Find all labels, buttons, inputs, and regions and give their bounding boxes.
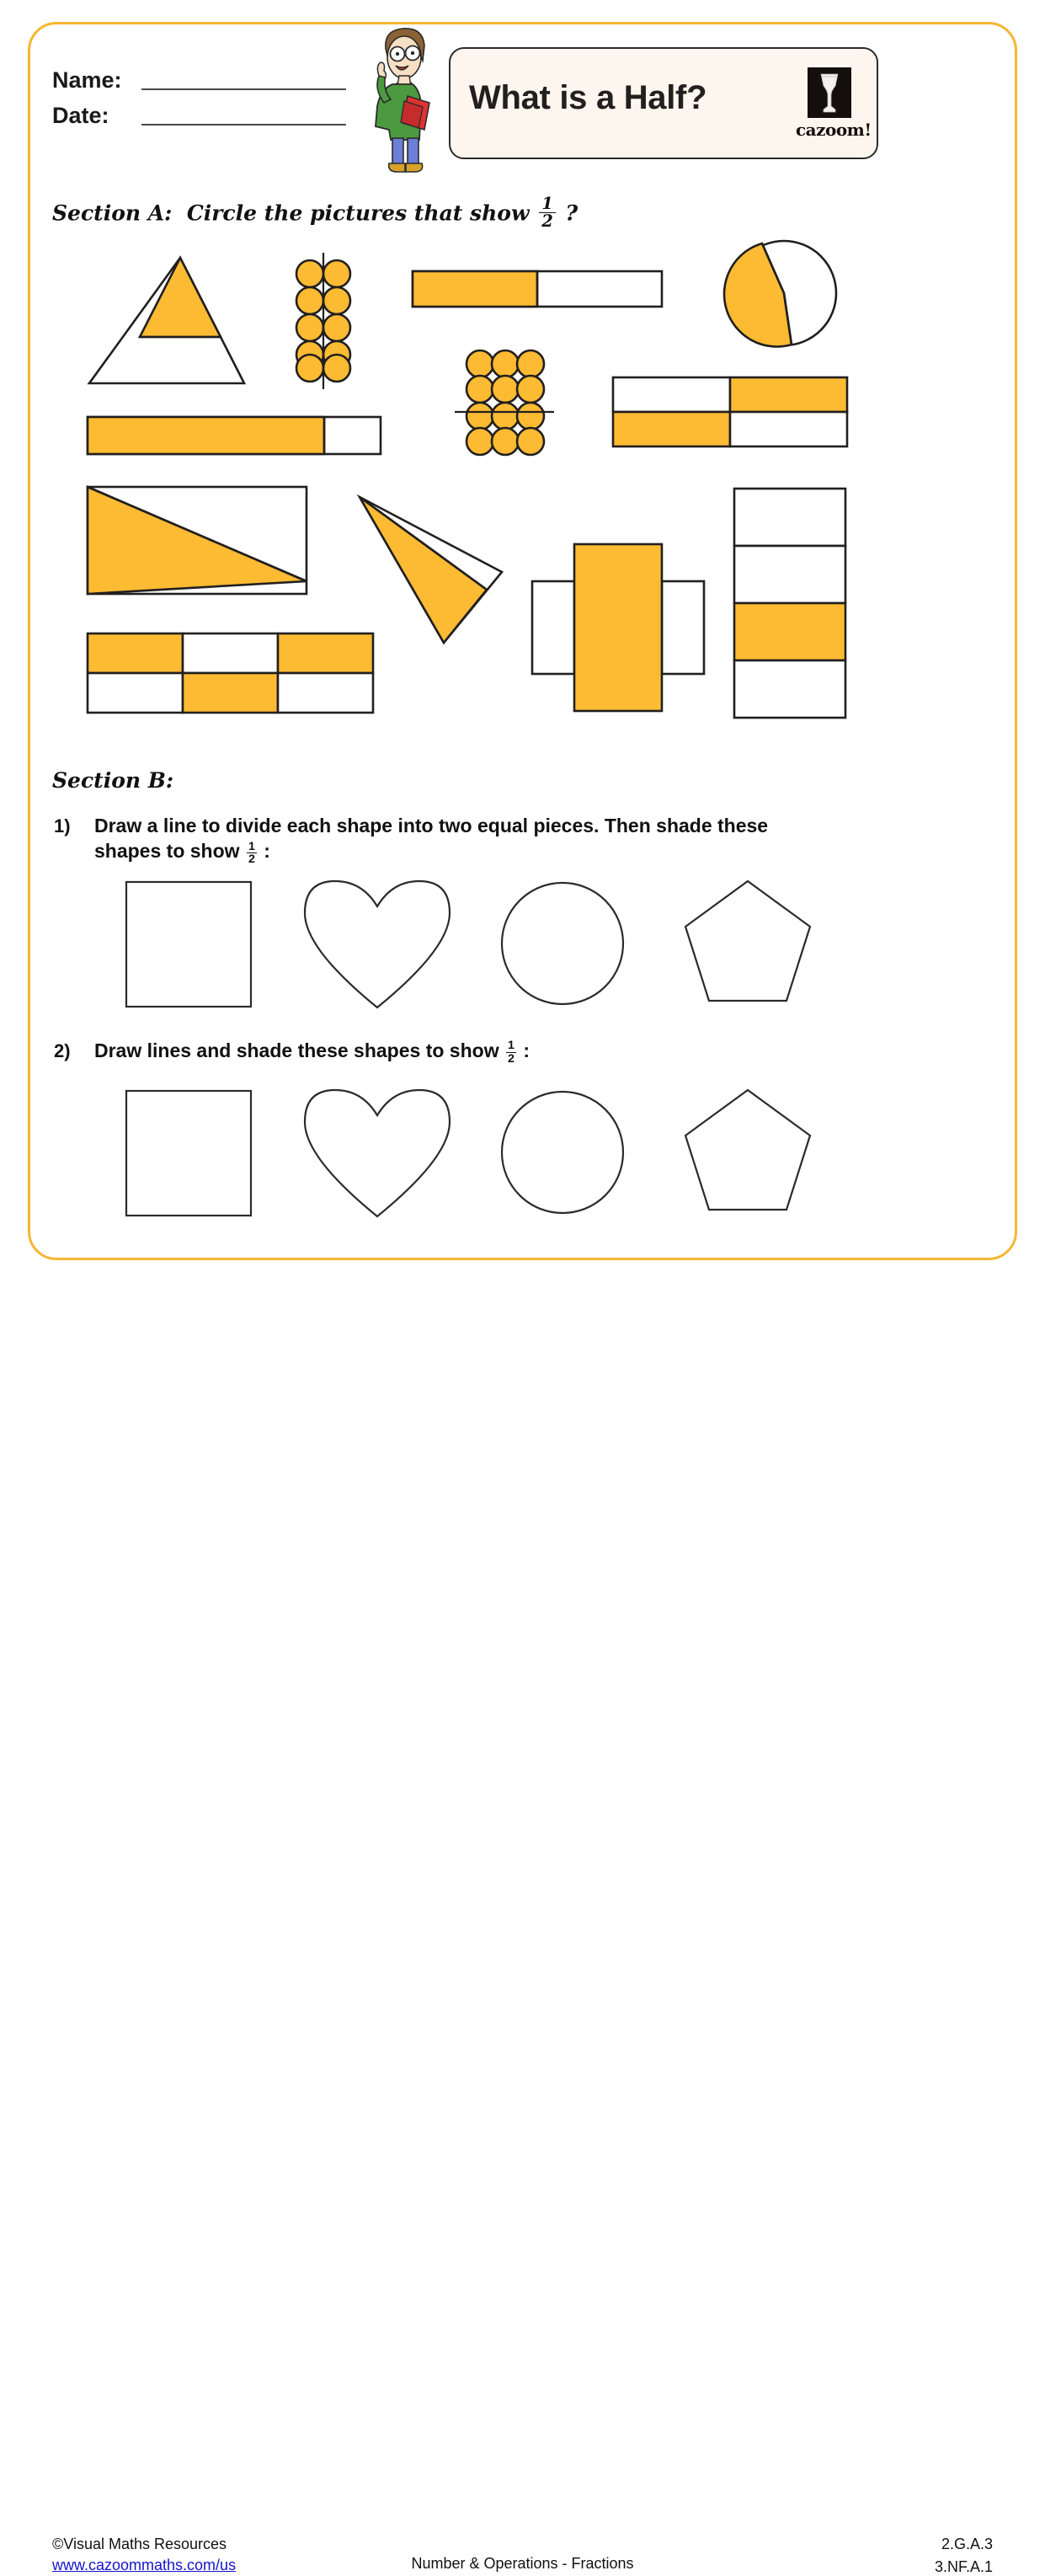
question-1-colon: :	[264, 840, 270, 863]
question-2-number: 2)	[54, 1040, 71, 1061]
question-1-body: Draw a line to divide each shape into two equal pieces. Then shade these shapes to show	[94, 815, 769, 863]
section-a-instruction: Circle the pictures that show	[186, 200, 530, 226]
cazoom-wordmark: cazoom!	[796, 120, 872, 140]
date-label: Date:	[52, 103, 109, 128]
section-a-label: Section A:	[52, 200, 173, 226]
answer-square-q2	[126, 1091, 251, 1216]
subject-label: Number & Operations - Fractions	[411, 2555, 634, 2572]
answer-circle-q1	[502, 883, 623, 1004]
section-a-question-mark: ?	[565, 200, 578, 226]
standard-code-2: 3.NF.A.1	[934, 2558, 993, 2575]
question-2-body: Draw lines and shade these shapes to show	[94, 1039, 499, 1061]
question-2-colon: :	[523, 1039, 530, 1061]
answer-circle-q2	[502, 1092, 623, 1213]
answer-pentagon-q2	[685, 1090, 810, 1210]
page-title: What is a Half?	[469, 79, 707, 116]
copyright-text: ©Visual Maths Resources	[52, 2536, 227, 2552]
answer-heart-q1	[305, 881, 450, 1007]
standard-code-1: 2.G.A.3	[941, 2536, 993, 2552]
fraction-one-half: $\frac{1}{2}$	[539, 195, 556, 231]
section-b-heading: Section B:	[52, 768, 174, 793]
name-label: Name:	[52, 67, 122, 93]
fraction-one-half: $\frac{1}{2}$	[248, 839, 255, 867]
answer-square-q1	[126, 882, 251, 1007]
worksheet-footer	[0, 1268, 1045, 2575]
fraction-one-half: $\frac{1}{2}$	[507, 1039, 515, 1066]
answer-heart-q2	[305, 1090, 450, 1216]
question-1-number: 1)	[54, 815, 71, 836]
answer-pentagon-q1	[685, 881, 810, 1001]
cazoom-url-link[interactable]: www.cazoommaths.com/us	[52, 2557, 237, 2573]
